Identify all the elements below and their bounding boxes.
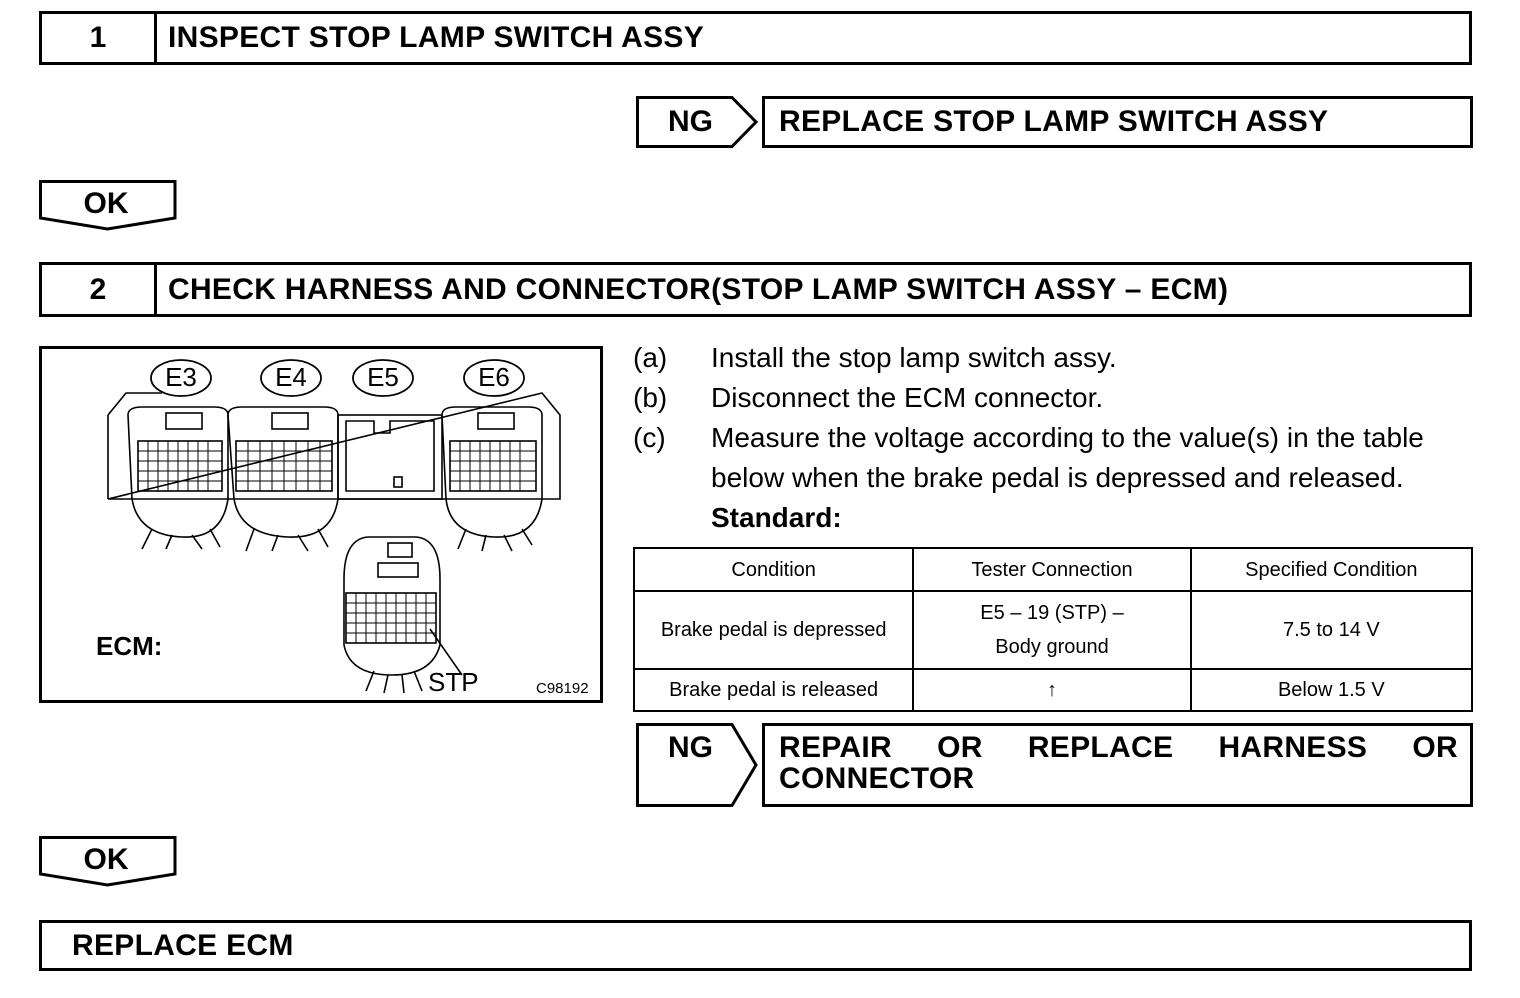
row1-connection-line2: Body ground: [995, 636, 1109, 658]
instruction-c-label: (c): [633, 422, 666, 453]
ng-action-2: [762, 723, 1473, 807]
connector-label-e3: E3: [165, 362, 197, 392]
connector-label-e4: E4: [275, 362, 307, 392]
step-2-title: CHECK HARNESS AND CONNECTOR(STOP LAMP SWITCH ASSY – ECM): [168, 272, 1229, 306]
connector-label-e6: E6: [478, 362, 510, 392]
instruction-c-cont: [711, 462, 1404, 494]
instruction-a-label: (a): [633, 342, 668, 373]
standard-table: [633, 547, 1473, 712]
final-action-box: [39, 920, 1472, 971]
standard-label: Standard:: [711, 502, 842, 533]
stp-pin-label: STP: [428, 667, 479, 697]
connector-label-e5: E5: [367, 362, 399, 392]
step-1-title: INSPECT STOP LAMP SWITCH ASSY: [168, 21, 704, 54]
instruction-a-text: Install the stop lamp switch assy.: [711, 342, 1117, 373]
ng-action-1: [762, 96, 1473, 148]
figure-code: C98192: [536, 680, 589, 697]
step-1-box: [39, 11, 1472, 65]
table-row: [634, 591, 1472, 669]
row1-connection: [913, 591, 1190, 669]
step-2-box: [39, 262, 1472, 317]
row2-condition: Brake pedal is released: [634, 669, 913, 711]
instruction-c-line2: below when the brake pedal is depressed and released.: [711, 462, 1404, 493]
ng-action-2-line2: CONNECTOR: [779, 762, 975, 795]
ecm-label: ECM:: [96, 631, 163, 661]
table-header-condition: Condition: [634, 548, 913, 591]
table-header-specified: Specified Condition: [1191, 548, 1472, 591]
row1-condition: Brake pedal is depressed: [634, 591, 913, 669]
ng-label-2: NG: [668, 731, 713, 764]
ok-label-1: OK: [83, 187, 129, 220]
instructions: [633, 342, 1478, 542]
row1-specified: 7.5 to 14 V: [1191, 591, 1472, 669]
ng-action-2-line1: REPAIR OR REPLACE HARNESS OR: [779, 731, 1458, 764]
step-2-number: 2: [42, 265, 157, 314]
ng-label-1: NG: [668, 105, 713, 138]
row1-connection-line1: E5 – 19 (STP) –: [980, 602, 1124, 624]
ok-label-2: OK: [83, 843, 129, 876]
ecm-connector-figure: [39, 346, 603, 703]
instruction-c-line1: Measure the voltage according to the value(s) in the table: [711, 422, 1424, 453]
instruction-b-label: (b): [633, 382, 668, 413]
table-header-row: [634, 548, 1472, 591]
final-action-text: REPLACE ECM: [72, 928, 294, 962]
step-1-number: 1: [42, 14, 157, 62]
table-header-tester: Tester Connection: [913, 548, 1190, 591]
row2-connection: ↑: [913, 669, 1190, 711]
table-row: [634, 669, 1472, 711]
instruction-b-text: Disconnect the ECM connector.: [711, 382, 1104, 413]
row2-specified: Below 1.5 V: [1191, 669, 1472, 711]
ng-action-1-text: REPLACE STOP LAMP SWITCH ASSY: [779, 105, 1329, 138]
